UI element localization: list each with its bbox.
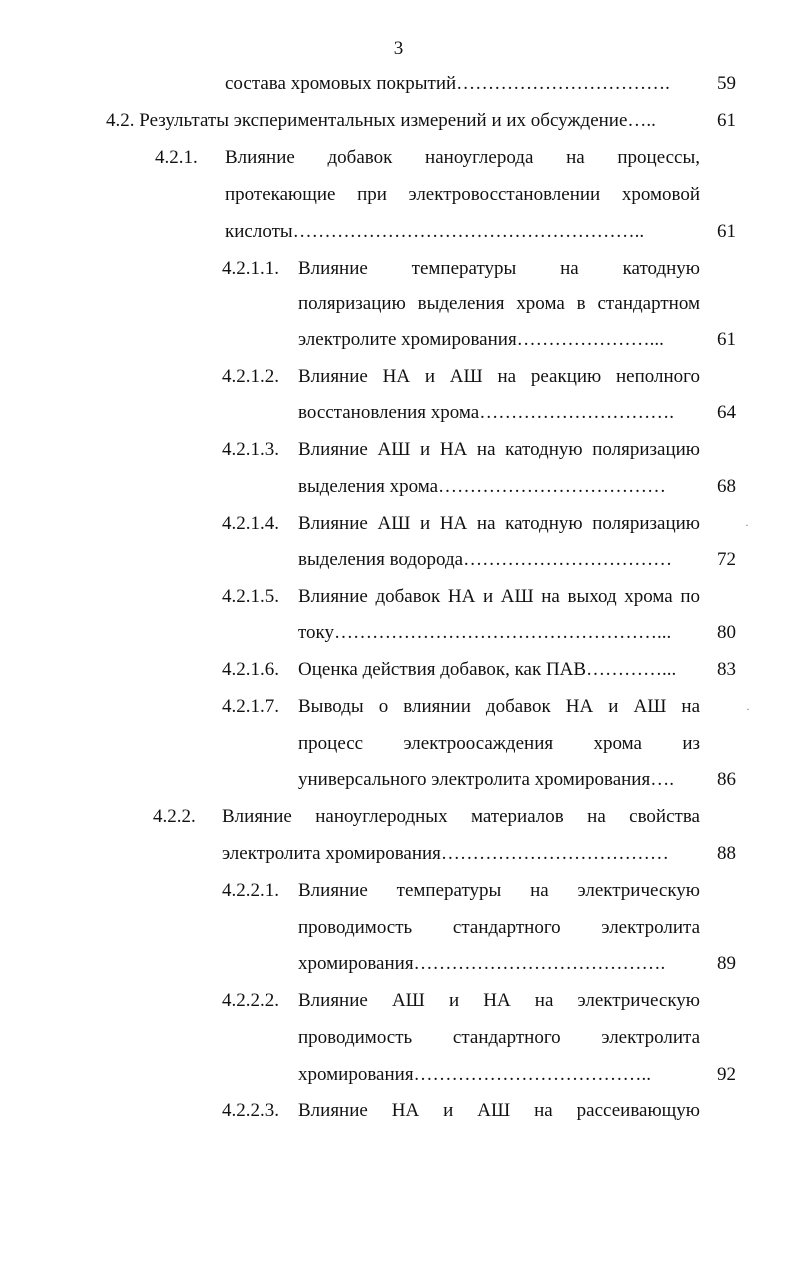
toc-entry-text: протекающие при электровосстановлении хромовой [225, 184, 700, 205]
toc-entry-text: универсального электролита хромирования…. [298, 769, 674, 790]
toc-entry-text: Влияние НА и АШ на реакцию неполного [298, 366, 700, 387]
toc-entry-text: току……………………………………………... [298, 622, 672, 643]
toc-page-number: 61 [717, 329, 736, 350]
toc-section-number: 4.2.1.7. [222, 696, 279, 717]
toc-section-number: 4.2.1.6. [222, 659, 279, 680]
toc-section-number: 4.2.2.1. [222, 880, 279, 901]
toc-entry-text: Влияние АШ и НА на электрическую [298, 990, 700, 1011]
toc-entry-text: Влияние температуры на электрическую [298, 880, 700, 901]
toc-page-number: 61 [717, 110, 736, 131]
toc-section-number: 4.2.1.2. [222, 366, 279, 387]
toc-entry-text: электролита хромирования……………………………… [222, 843, 669, 864]
toc-entry-text: хромирования……………………………….. [298, 1064, 652, 1085]
toc-entry-text: Влияние АШ и НА на катодную поляризацию [298, 439, 700, 460]
toc-page-number: 92 [717, 1064, 736, 1085]
toc-section-number: 4.2.2.3. [222, 1100, 279, 1121]
toc-page-number: 59 [717, 73, 736, 94]
toc-entry-text: кислоты……………………………………………….. [225, 221, 645, 242]
toc-section-number: 4.2.1.4. [222, 513, 279, 534]
toc-page-number: 89 [717, 953, 736, 974]
toc-entry-text: Влияние НА и АШ на рассеивающую [298, 1100, 700, 1121]
toc-page-number: 64 [717, 402, 736, 423]
toc-page-number: 83 [717, 659, 736, 680]
toc-section-number: 4.2.1. [155, 147, 198, 168]
toc-section-number: 4.2.1.3. [222, 439, 279, 460]
toc-page-number: 61 [717, 221, 736, 242]
toc-entry-text: электролите хромирования…………………... [298, 329, 664, 350]
toc-entry-text: Влияние наноуглеродных материалов на свойства [222, 806, 700, 827]
toc-entry-text: проводимость стандартного электролита [298, 1027, 700, 1048]
toc-page-number: 68 [717, 476, 736, 497]
toc-entry-text: Оценка действия добавок, как ПАВ…………... [298, 659, 677, 680]
toc-entry-text: процесс электроосаждения хрома из [298, 733, 700, 754]
toc-section-number: 4.2.2. [153, 806, 196, 827]
toc-entry-text: состава хромовых покрытий……………………………. [225, 73, 670, 94]
toc-page-number: 88 [717, 843, 736, 864]
toc-entry-text: поляризацию выделения хрома в стандартном [298, 293, 700, 314]
toc-entry-text: восстановления хрома…………………………. [298, 402, 674, 423]
toc-page-number: 86 [717, 769, 736, 790]
toc-entry-text: Влияние АШ и НА на катодную поляризацию [298, 513, 700, 534]
toc-entry-text: выделения хрома……………………………… [298, 476, 667, 497]
toc-section-number: 4.2.1.5. [222, 586, 279, 607]
toc-entry-text: хромирования…………………………………. [298, 953, 666, 974]
scan-speck: · [745, 518, 749, 532]
toc-section-number: 4.2.2.2. [222, 990, 279, 1011]
toc-entry-text: Влияние добавок наноуглерода на процессы, [225, 147, 700, 168]
page-number: 3 [393, 38, 404, 59]
toc-entry-text: проводимость стандартного электролита [298, 917, 700, 938]
toc-entry-text: Влияние добавок НА и АШ на выход хрома по [298, 586, 700, 607]
toc-page-number: 80 [717, 622, 736, 643]
toc-entry-text: Влияние температуры на катодную [298, 258, 700, 279]
toc-page-number: 72 [717, 549, 736, 570]
toc-section-number: 4.2.1.1. [222, 258, 279, 279]
scan-speck: · [746, 702, 750, 716]
toc-entry-text: выделения водорода…………………………… [298, 549, 673, 570]
toc-entry-text: 4.2. Результаты экспериментальных измерений и их обсуждение….. [106, 110, 656, 131]
toc-entry-text: Выводы о влиянии добавок НА и АШ на [298, 696, 700, 717]
